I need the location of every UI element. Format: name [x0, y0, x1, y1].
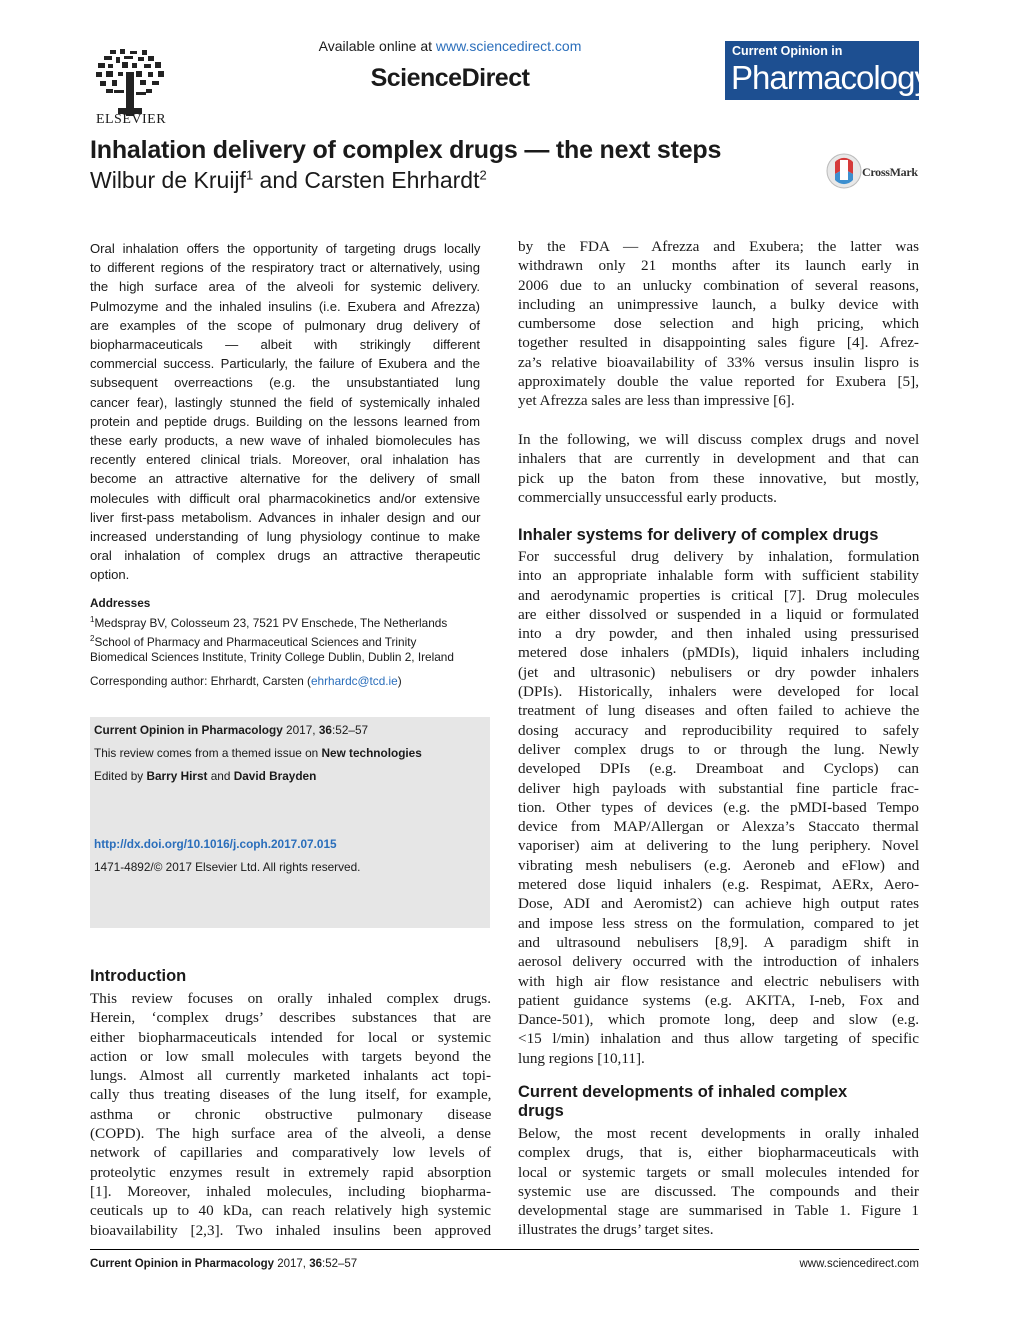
text-line: commercial success. Particularly, the failure of Exubera and the: [90, 356, 480, 372]
editors-line: [94, 769, 316, 783]
sciencedirect-link[interactable]: www.sciencedirect.com: [435, 38, 582, 54]
text-line: developmental stage are summarised in Table 1. Figure 1: [518, 1202, 919, 1220]
text-line: lungs. Almost all currently marketed inhalants act topi-: [90, 1067, 491, 1085]
theme-name: New technologies: [321, 746, 422, 760]
crossmark-label: CrossMark: [862, 165, 918, 179]
elsevier-wordmark: ELSEVIER: [95, 112, 167, 127]
text-line: patient guidance systems (e.g. AKITA, I-neb, Fox and: [518, 991, 920, 1009]
text-line: Herein, ‘complex drugs’ describes substances that are: [90, 1009, 491, 1027]
current-developments-heading: [518, 1083, 847, 1121]
text-line: molecules with difficult oral pharmacokinetics and/or extensive: [90, 490, 480, 506]
text-line: cancer fear), lastingly stunned the field of systemically inhaled: [90, 394, 480, 410]
text-line: liver first-pass metabolism. Advances in inhaler design and our: [90, 509, 481, 525]
available-online: [300, 38, 600, 54]
text-line: approximately double the value reported for Exubera [5],: [518, 373, 919, 391]
author-list: [90, 167, 487, 194]
text-line: (jet and ultrasonic) nebulisers or dry powder inhalers: [518, 663, 919, 681]
text-line: Pulmozyme and the inhaled insulins (i.e. Exubera and Afrezza): [90, 298, 480, 314]
text-line: cally thus treating diseases of the lung itself, for example,: [90, 1086, 492, 1104]
inhaler-systems-body: [518, 547, 919, 1068]
addresses: [90, 596, 485, 666]
text-line: This review focuses on orally inhaled complex drugs.: [90, 990, 491, 1007]
text-line: these early products, a new wave of inhaled biomolecules has: [90, 433, 480, 449]
corresponding-author: [90, 674, 490, 688]
text-line: bioavailability [2,3]. Two inhaled insulins been approved: [90, 1221, 492, 1239]
corresponding-suffix: ): [397, 674, 402, 688]
text-line: and aerodynamic properties is critical [7]. Drug molecules: [518, 586, 920, 604]
introduction-heading: Introduction: [90, 967, 187, 985]
text-line: pick up the baton from these innovative, but mostly,: [518, 469, 920, 487]
text-line: systemic use are discussed. The compounds and their: [518, 1182, 919, 1200]
footer-citation: [90, 1258, 357, 1270]
address-2: [90, 631, 485, 650]
address-text: Medspray BV, Colosseum 23, 7521 PV Enschede, The Netherlands: [94, 615, 448, 630]
abstract: [90, 239, 480, 585]
text-line: metered dose inhalers (pMDIs), liquid inhalers including: [518, 644, 920, 662]
citation-pages: :52–57: [331, 723, 369, 737]
text-line: oral inhalation of complex drugs an attractive therapeutic: [90, 548, 481, 564]
text-line: For successful drug delivery by inhalation, formulation: [518, 548, 920, 565]
text-line: illustrates the drugs’ target sites.: [518, 1221, 714, 1239]
text-line: deliver complex drugs to or through the lung. Newly: [518, 740, 920, 758]
addresses-heading: Addresses: [90, 596, 151, 610]
text-line: local or systemic targets or small molecules intended for: [518, 1163, 920, 1181]
citation-volume: 36: [318, 723, 332, 737]
text-line: treatment of lung diseases and often failed to achieve the: [518, 702, 920, 720]
text-line: proteolytic enzymes result in extremely rapid absorption: [90, 1163, 492, 1181]
citation-year: 2017,: [282, 723, 319, 737]
text-line: and impose less stress on the formulation, compared to jet: [518, 914, 919, 932]
journal-logo-top: Current Opinion in: [732, 44, 843, 58]
journal-logo: [725, 41, 930, 100]
text-line: network of capillaries and comparatively low levels of: [90, 1144, 492, 1162]
author-name: Carsten Ehrhardt: [304, 167, 480, 193]
address-ref: 2: [90, 633, 95, 643]
text-line: device from MAP/Allergan or Alexza’s Staccato thermal: [518, 818, 919, 836]
address-ref: 1: [90, 614, 95, 624]
introduction-body: [90, 989, 491, 1240]
email-link[interactable]: ehrhardc@tcd.ie: [310, 674, 398, 688]
text-line: option.: [90, 567, 130, 583]
article-title: Inhalation delivery of complex drugs — the next steps: [90, 136, 722, 164]
journal-logo-bottom: Pharmacology: [731, 59, 930, 96]
journal-name: Current Opinion in Pharmacology: [94, 723, 283, 737]
text-line: with high air flow resistance and electric nebulisers with: [518, 972, 920, 990]
text-line: deliver high payloads with substantial fine particle frac-: [518, 779, 919, 797]
text-line: Dose, ADI and Aeromist2) can achieve high output rates: [518, 895, 919, 913]
text-line: cumbersome dose selection and high pricing, which: [518, 315, 920, 333]
theme-line: [94, 746, 422, 760]
footer-website: www.sciencedirect.com: [799, 1258, 919, 1270]
text-line: become an attractive alternative for the delivery of small: [90, 471, 480, 487]
text-line: ceuticals up to 40 kDa, can reach relatively high systemic: [90, 1202, 492, 1220]
text-line: biopharmaceuticals — albeit with strikingly different: [90, 337, 480, 353]
text-line: metered dose liquid inhalers (e.g. Respimat, AERx, Aero-: [518, 876, 919, 894]
text-line: asthma or chronic obstructive pulmonary disease: [90, 1105, 492, 1123]
text-line: Below, the most recent developments in orally inhaled: [518, 1125, 919, 1142]
edited-prefix: Edited by: [94, 769, 147, 783]
text-line: inhalers that are currently in development and that can: [518, 450, 919, 468]
text-line: action or low small molecules with targets beyond the: [90, 1047, 491, 1065]
text-line: lung regions [10,11].: [518, 1049, 645, 1067]
text-line: together resulted in disappointing sales figure [4]. Afrez-: [518, 334, 919, 352]
text-line: to different regions of the respiratory tract or alternatively, using: [90, 260, 480, 276]
text-line: aerosol delivery occurred with the introduction of inhalers: [518, 953, 919, 971]
footer-pages: :52–57: [322, 1258, 358, 1270]
footer-year: 2017,: [274, 1258, 310, 1270]
text-line: increased understanding of lung physiology continue to make: [90, 529, 481, 545]
footer-volume: 36: [309, 1258, 322, 1270]
footer-divider: [90, 1249, 919, 1250]
text-line: complex drugs, that is, either biopharmaceuticals with: [518, 1144, 919, 1162]
text-line: [1]. Moreover, inhaled molecules, including biopharma-: [90, 1182, 492, 1200]
text-line: either biopharmaceuticals intended for local or systemic: [90, 1028, 491, 1046]
text-line: In the following, we will discuss complex drugs and novel: [518, 431, 920, 448]
text-line: yet Afrezza sales are less than impressive [6].: [518, 392, 795, 410]
footer-journal: Current Opinion in Pharmacology: [90, 1258, 275, 1270]
text-line: Oral inhalation offers the opportunity of targeting drugs locally: [90, 241, 481, 256]
text-line: are examples of the scope of pulmonary drug delivery of: [90, 317, 481, 333]
text-line: including an unimpressive launch, a bulky device with: [518, 295, 919, 313]
text-line: recently entered clinical trials. Moreover, oral inhalation has: [90, 452, 480, 468]
text-line: into an appropriate inhalable form with sufficient stability: [518, 567, 919, 585]
editor-separator: and: [207, 769, 234, 783]
paragraph: [518, 237, 919, 411]
text-line: the high surface area of the alveoli for systemic delivery.: [90, 279, 481, 295]
text-line: into a dry powder, and then inhaled using pressurised: [518, 625, 919, 643]
address-1: [90, 612, 485, 631]
copyright-line: 1471-4892/© 2017 Elsevier Ltd. All rights reserved.: [94, 860, 361, 874]
author-name: Wilbur de Kruijf: [90, 167, 246, 193]
heading-line: drugs: [518, 1102, 564, 1120]
text-line: by the FDA — Afrezza and Exubera; the latter was: [518, 238, 919, 255]
paragraph: [518, 430, 919, 507]
text-line: subsequent overreactions (e.g. the unsubstantiated lung: [90, 375, 481, 391]
text-line: <15 l/min) inhalation and thus allow targeting of specific: [518, 1030, 919, 1048]
text-line: developed DPIs (e.g. Dreamboat and Cyclops) can: [518, 760, 919, 778]
author-affiliation-ref[interactable]: 2: [479, 167, 487, 183]
text-line: Dance-501), which promote long, deep and slow (e.g.: [518, 1011, 919, 1029]
available-prefix: Available online at: [318, 38, 436, 54]
text-line: (COPD). The high surface area of the alveoli, a dense: [90, 1125, 491, 1143]
address-2-cont: Biomedical Sciences Institute, Trinity College Dublin, Dublin 2, Ireland: [90, 650, 454, 665]
text-line: commercially unsuccessful early products.: [518, 488, 777, 506]
sciencedirect-wordmark: ScienceDirect: [370, 64, 530, 92]
text-line: (DPIs). Historically, inhalers were developed for local: [518, 683, 919, 701]
text-line: are either dissolved or suspended in a liquid or formulated: [518, 605, 919, 623]
heading-line: Current developments of inhaled complex: [518, 1083, 848, 1101]
text-line: vaporiser) aim at delivering to the lung periphery. Novel: [518, 837, 919, 855]
text-line: protein and peptide drugs. Building on the lessons learned from: [90, 413, 480, 429]
editor-name: David Brayden: [233, 769, 317, 783]
author-separator: and: [253, 167, 305, 193]
text-line: vibrating mesh nebulisers (e.g. Aeroneb and eFlow) and: [518, 856, 920, 874]
citation-line: [94, 723, 368, 737]
address-text: School of Pharmacy and Pharmaceutical Sciences and Trinity: [94, 634, 417, 649]
current-developments-body: [518, 1124, 919, 1240]
doi-link[interactable]: http://dx.doi.org/10.1016/j.coph.2017.07.015: [94, 837, 337, 851]
author-affiliation-ref[interactable]: 1: [245, 167, 254, 183]
text-line: za’s relative bioavailability of 33% versus insulin lispro is: [518, 353, 919, 371]
editor-name: Barry Hirst: [146, 769, 208, 783]
inhaler-systems-heading: Inhaler systems for delivery of complex drugs: [518, 526, 879, 544]
article-info-box: [90, 717, 490, 928]
text-line: and ultrasound nebulisers [8,9]. A paradigm shift in: [518, 933, 919, 951]
text-line: tion. Other types of devices (e.g. the pMDI-based Tempo: [518, 798, 919, 816]
text-line: dosing accuracy and reproducibility required to safely: [518, 721, 920, 739]
corresponding-prefix: Corresponding author: Ehrhardt, Carsten (: [90, 674, 311, 688]
theme-prefix: This review comes from a themed issue on: [94, 746, 322, 760]
text-line: 2006 due to an unlucky combination of several reasons,: [518, 276, 919, 294]
text-line: withdrawn only 21 months after its launch early in: [518, 257, 920, 275]
page-header: [0, 0, 1020, 135]
